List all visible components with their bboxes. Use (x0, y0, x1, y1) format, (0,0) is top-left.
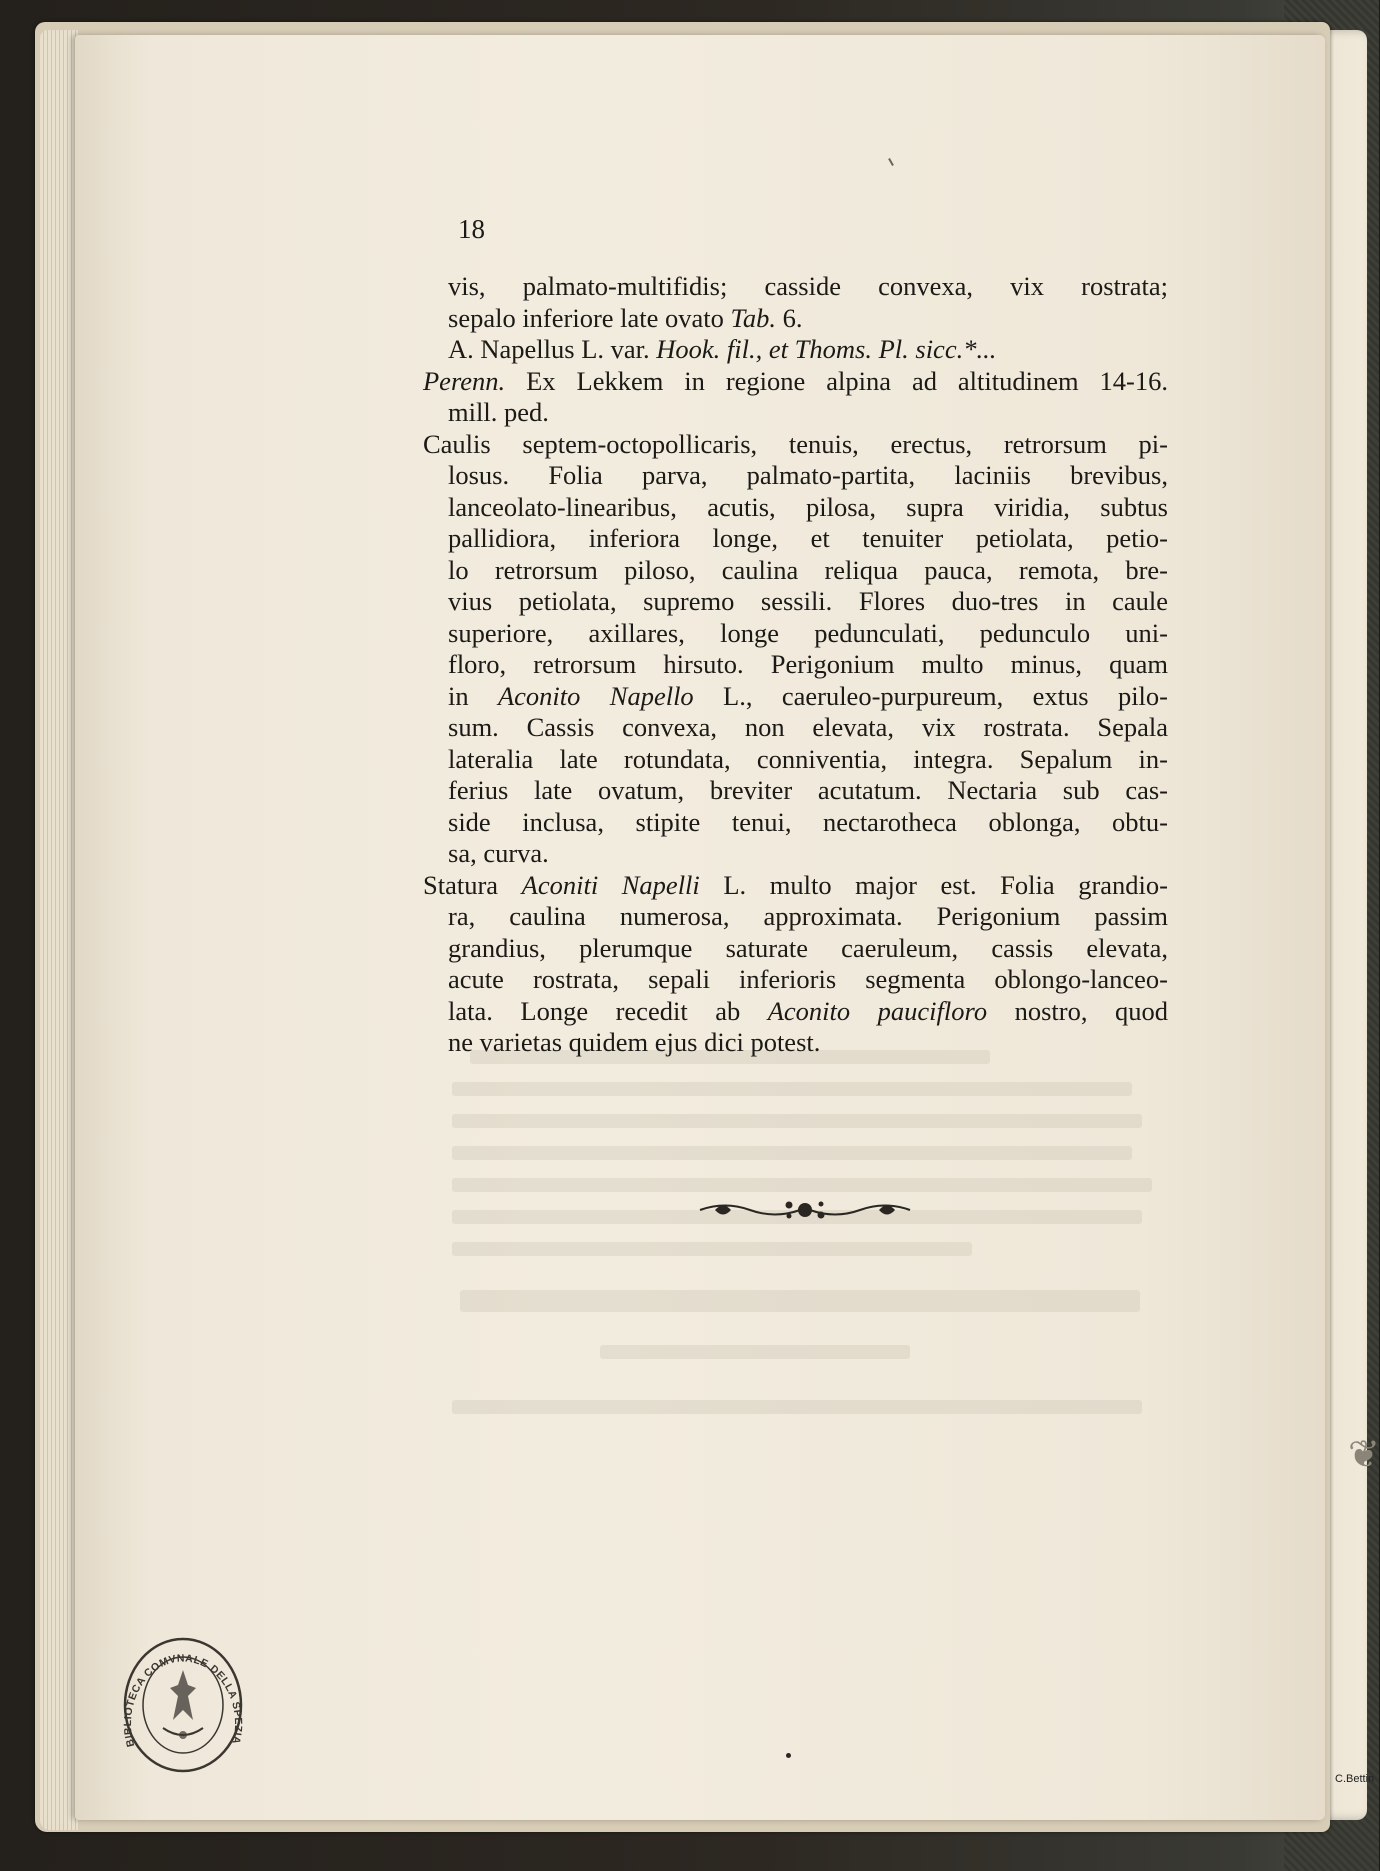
text-line (408, 807, 1168, 839)
text-segment: L. multo major est. Folia grandio- (699, 869, 1168, 900)
text-line (408, 1027, 1168, 1059)
text-line (408, 712, 1168, 744)
text-line (408, 901, 1168, 933)
text-segment: mill. ped. (448, 397, 549, 427)
italic-segment: Aconito paucifloro (767, 995, 988, 1026)
text-segment: losus. Folia parva, palmato-partita, laciniis brevibus, (448, 460, 1168, 490)
text-segment: A. Napellus L. var. (448, 334, 657, 364)
text-segment: Caulis septem-octopollicaris, tenuis, erectus, retrorsum pi- (423, 428, 1168, 459)
text-line (408, 838, 1168, 870)
text-line (408, 429, 1168, 461)
text-line (408, 303, 1168, 335)
ornamental-divider (695, 1195, 915, 1225)
text-segment: grandius, plerumque saturate caeruleum, cassis elevata, (448, 932, 1168, 963)
text-segment: lanceolato-linearibus, acutis, pilosa, supra viridia, subtus (448, 491, 1168, 522)
text-line (408, 586, 1168, 618)
text-line (408, 996, 1168, 1028)
text-line (408, 649, 1168, 681)
text-line (408, 366, 1168, 398)
text-segment: sepalo inferiore late ovato (448, 302, 731, 333)
text-segment: side inclusa, stipite tenui, nectarotheca oblonga, obtu- (448, 806, 1168, 837)
text-segment: nostro, quod (987, 995, 1169, 1026)
text-segment: pallidiora, inferiora longe, et tenuiter petiolata, petio- (448, 523, 1168, 553)
text-segment: floro, retrorsum hirsuto. Perigonium multo minus, quam (448, 649, 1168, 679)
italic-segment: Perenn. (423, 365, 506, 396)
text-line (408, 775, 1168, 807)
text-line (408, 523, 1168, 555)
italic-segment: Tab. (730, 302, 776, 333)
italic-segment: Hook. fil., et Thoms. Pl. sicc.*... (656, 334, 997, 364)
text-line (408, 271, 1168, 303)
text-segment: L., caeruleo-purpureum, extus pilo- (693, 680, 1168, 711)
text-line (408, 933, 1168, 965)
text-segment: Statura (423, 869, 522, 900)
text-line (408, 334, 1168, 366)
page-mark (786, 1753, 791, 1758)
text-segment: 6. (775, 302, 803, 333)
adjacent-page-label: C.Bettin (1335, 1773, 1375, 1785)
text-segment: Ex Lekkem in regione alpina ad altitudinem 14-16. (505, 365, 1168, 396)
text-segment: ra, caulina numerosa, approximata. Perigonium passim (448, 901, 1168, 931)
text-segment: vis, palmato-multifidis; casside convexa, vix rostrata; (448, 271, 1168, 301)
page-edges (40, 30, 78, 1830)
text-line (408, 555, 1168, 587)
text-line (408, 964, 1168, 996)
text-line (408, 618, 1168, 650)
text-line (408, 492, 1168, 524)
text-segment: ne varietas quidem ejus dici potest. (448, 1027, 821, 1057)
text-segment: sum. Cassis convexa, non elevata, vix rostrata. Sepala (448, 712, 1168, 742)
text-segment: in (448, 680, 498, 711)
text-segment: sa, curva. (448, 838, 549, 868)
text-line (408, 460, 1168, 492)
svg-text:BIBLIOTECA COMVNALE DELLA SPEZ: BIBLIOTECA COMVNALE DELLA SPEZIA (121, 1652, 245, 1749)
text-segment: lateralia late rotundata, conniventia, integra. Sepalum in- (448, 743, 1168, 774)
italic-segment: Aconito Napello (497, 680, 694, 711)
body-text (408, 271, 1168, 1059)
text-line (408, 681, 1168, 713)
text-segment: acute rostrata, sepali inferioris segmenta oblongo-lanceo- (448, 964, 1168, 994)
text-line (408, 397, 1168, 429)
text-segment: vius petiolata, supremo sessili. Flores duo-tres in caule (448, 586, 1168, 616)
text-segment: superiore, axillares, longe pedunculati, pedunculo uni- (448, 617, 1168, 648)
page-number: 18 (458, 214, 485, 244)
text-line (408, 870, 1168, 902)
text-segment: lata. Longe recedit ab (448, 995, 768, 1026)
text-segment: lo retrorsum piloso, caulina reliqua pauca, remota, bre- (448, 554, 1168, 585)
text-segment: ferius late ovatum, breviter acutatum. Nectaria sub cas- (448, 775, 1168, 805)
adjacent-page-ornament: ❦ (1348, 1434, 1380, 1476)
italic-segment: Aconiti Napelli (521, 869, 700, 900)
text-line (408, 744, 1168, 776)
library-stamp (118, 1630, 248, 1775)
